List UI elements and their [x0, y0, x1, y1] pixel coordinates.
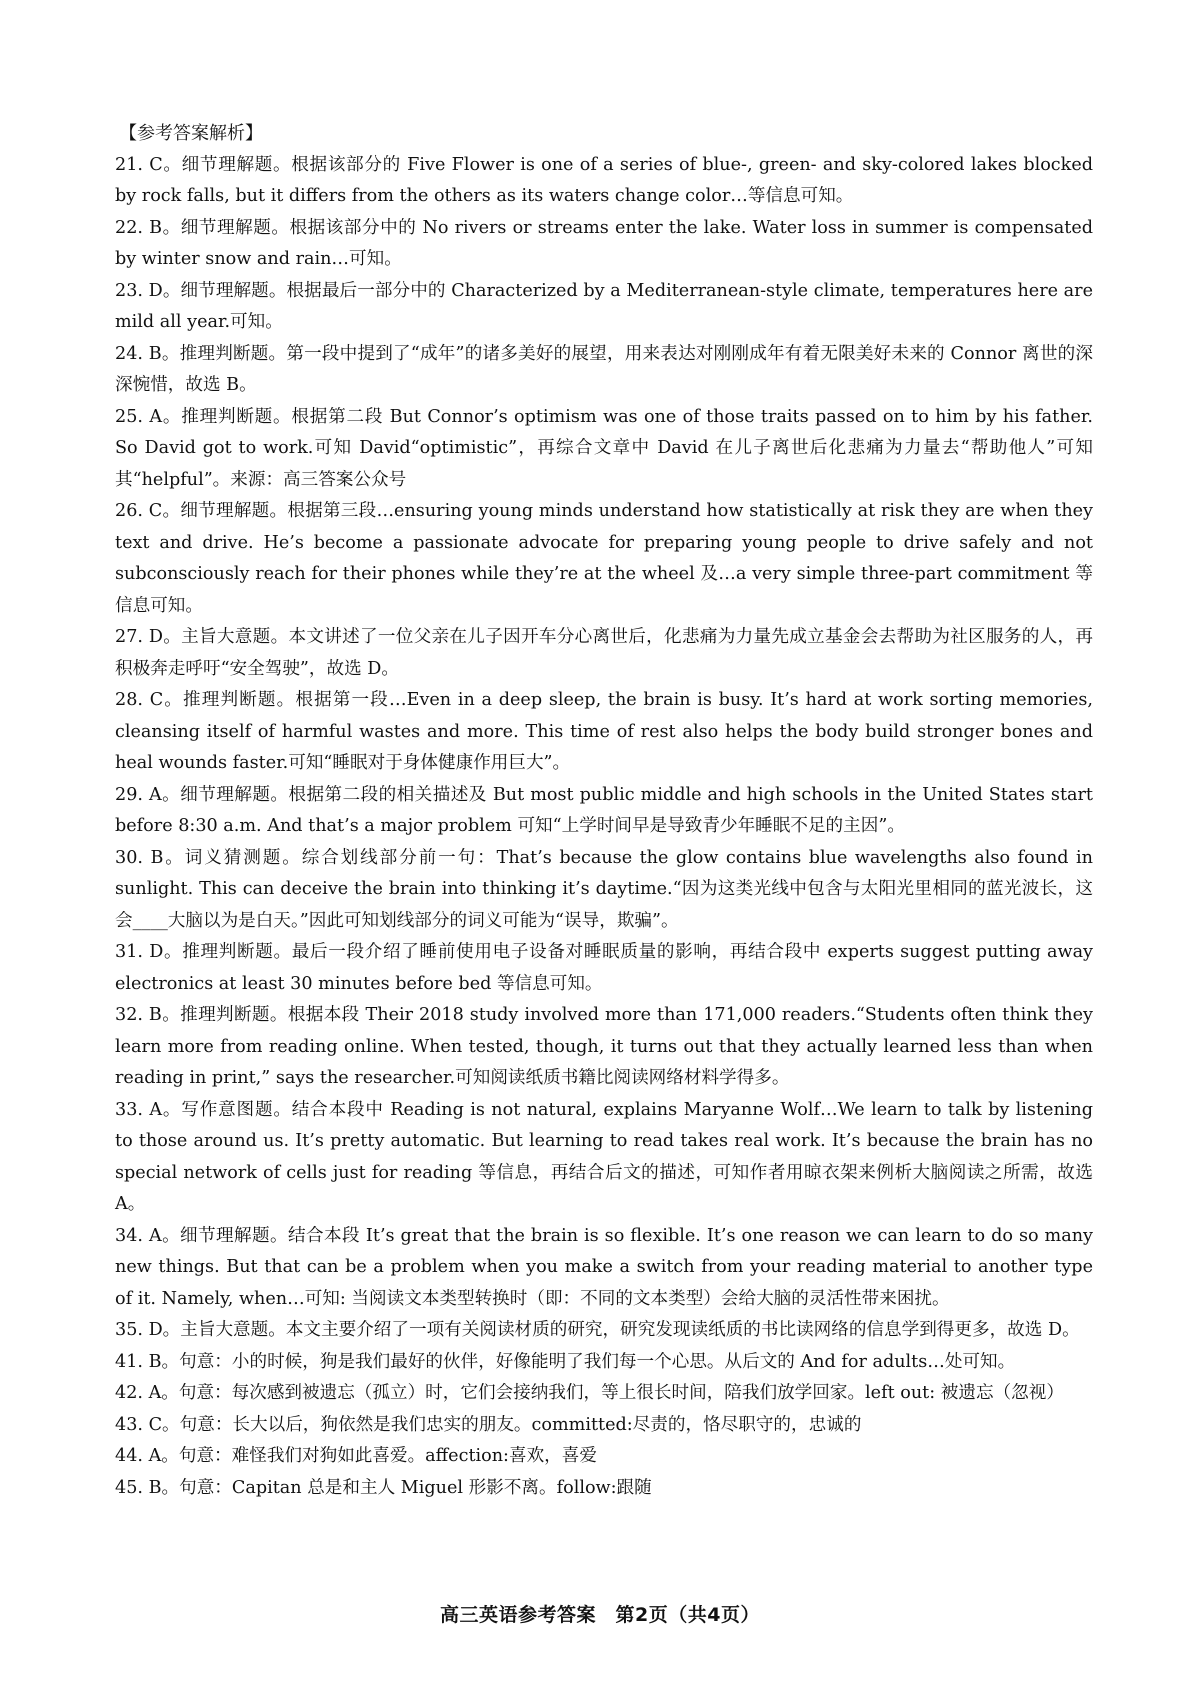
answer-21: 21. C。细节理解题。根据该部分的 Five Flower is one of a series of blue-, green- and sky-colored lakes blocked by rock falls, but it differs from the others as its waters change color…等信息可知。 — [115, 154, 1093, 206]
answer-28: 28. C。推理判断题。根据第一段…Even in a deep sleep, the brain is busy. It’s hard at work sorting memories, cleansing itself of harmful wastes and more. This time of rest also helps the body build stronger bones and heal wounds faster.可知“睡眠对于身体健康作用巨大”。 — [115, 690, 1093, 773]
answer-27: 27. D。主旨大意题。本文讲述了一位父亲在儿子因开车分心离世后，化悲痛为力量先成立基金会去帮助为社区服务的人，再积极奔走呼吁“安全驾驶”，故选 D。 — [115, 627, 1093, 679]
answer-31: 31. D。推理判断题。最后一段介绍了睡前使用电子设备对睡眠质量的影响，再结合段中 experts suggest putting away electronics at least 30 minutes before bed 等信息可知。 — [115, 942, 1093, 994]
answer-44: 44. A。句意：难怪我们对狗如此喜爱。affection:喜欢，喜爱 — [115, 1446, 597, 1466]
answer-33: 33. A。写作意图题。结合本段中 Reading is not natural, explains Maryanne Wolf…We learn to talk by listening to those around us. It’s pretty automatic. But learning to read takes real work. It’s because the brain has no special network of cells just for reading 等信息，再结合后文的描述，可知作者用晾衣架来例析大脑阅读之所需，故选 A。 — [115, 1099, 1093, 1214]
answer-sheet — [115, 118, 1093, 1504]
answer-42: 42. A。句意：每次感到被遗忘（孤立）时，它们会接纳我们，等上很长时间，陪我们放学回家。left out: 被遗忘（忽视） — [115, 1383, 1064, 1403]
answer-45: 45. B。句意：Capitan 总是和主人 Miguel 形影不离。follow:跟随 — [115, 1477, 652, 1498]
answer-29: 29. A。细节理解题。根据第二段的相关描述及 But most public middle and high schools in the United States start before 8:30 a.m. And that’s a major problem 可知“上学时间早是导致青少年睡眠不足的主因”。 — [115, 784, 1093, 836]
answer-43: 43. C。句意：长大以后，狗依然是我们忠实的朋友。committed:尽责的，恪尽职守的，忠诚的 — [115, 1414, 862, 1435]
answer-32: 32. B。推理判断题。根据本段 Their 2018 study involved more than 171,000 readers.“Students often think they learn more from reading online. When tested, though, it turns out that they actually learned less than when reading in print,” says the researcher.可知阅读纸质书籍比阅读网络材料学得多。 — [115, 1005, 1093, 1088]
answer-41: 41. B。句意：小的时候，狗是我们最好的伙伴，好像能明了我们每一个心思。从后文的 And for adults…处可知。 — [115, 1351, 1016, 1372]
page-footer: 高三英语参考答案 第2页（共4页） — [440, 1604, 760, 1626]
answer-24: 24. B。推理判断题。第一段中提到了“成年”的诸多美好的展望，用来表达对刚刚成年有着无限美好未来的 Connor 离世的深深惋惜，故选 B。 — [115, 343, 1093, 395]
answer-22: 22. B。细节理解题。根据该部分中的 No rivers or streams enter the lake. Water loss in summer is compensated by winter snow and rain…可知。 — [115, 217, 1093, 269]
answer-30: 30. B。词义猜测题。综合划线部分前一句：That’s because the glow contains blue wavelengths also found in sunlight. This can deceive the brain into thinking it’s daytime.“因为这类光线中包含与太阳光里相同的蓝光波长，这会____大脑以为是白天。”因此可知划线部分的词义可能为“误导，欺骗”。 — [115, 847, 1093, 931]
answer-23: 23. D。细节理解题。根据最后一部分中的 Characterized by a Mediterranean-style climate, temperatures here are mild all year.可知。 — [115, 280, 1093, 332]
answer-26: 26. C。细节理解题。根据第三段…ensuring young minds understand how statistically at risk they are when they text and drive. He’s become a passionate advocate for preparing young people to drive safely and not subconsciously reach for their phones while they’re at the wheel 及…a very simple three-part commitment 等信息可知。 — [115, 501, 1093, 616]
answer-25: 25. A。推理判断题。根据第二段 But Connor’s optimism was one of those traits passed on to him by his father. So David got to work.可知 David“optimistic”，再综合文章中 David 在儿子离世后化悲痛为力量去“帮助他人”可知其“helpful”。来源：高三答案公众号 — [115, 406, 1093, 490]
answer-35: 35. D。主旨大意题。本文主要介绍了一项有关阅读材质的研究，研究发现读纸质的书比读网络的信息学到得更多，故选 D。 — [115, 1320, 1080, 1340]
answer-34: 34. A。细节理解题。结合本段 It’s great that the brain is so flexible. It’s one reason we can learn to do so many new things. But that can be a problem when you make a switch from your reading material to another type of it. Namely, when…可知: 当阅读文本类型转换时（即：不同的文本类型）会给大脑的灵活性带来困扰。 — [115, 1225, 1093, 1309]
section-heading: 【参考答案解析】 — [119, 123, 263, 144]
